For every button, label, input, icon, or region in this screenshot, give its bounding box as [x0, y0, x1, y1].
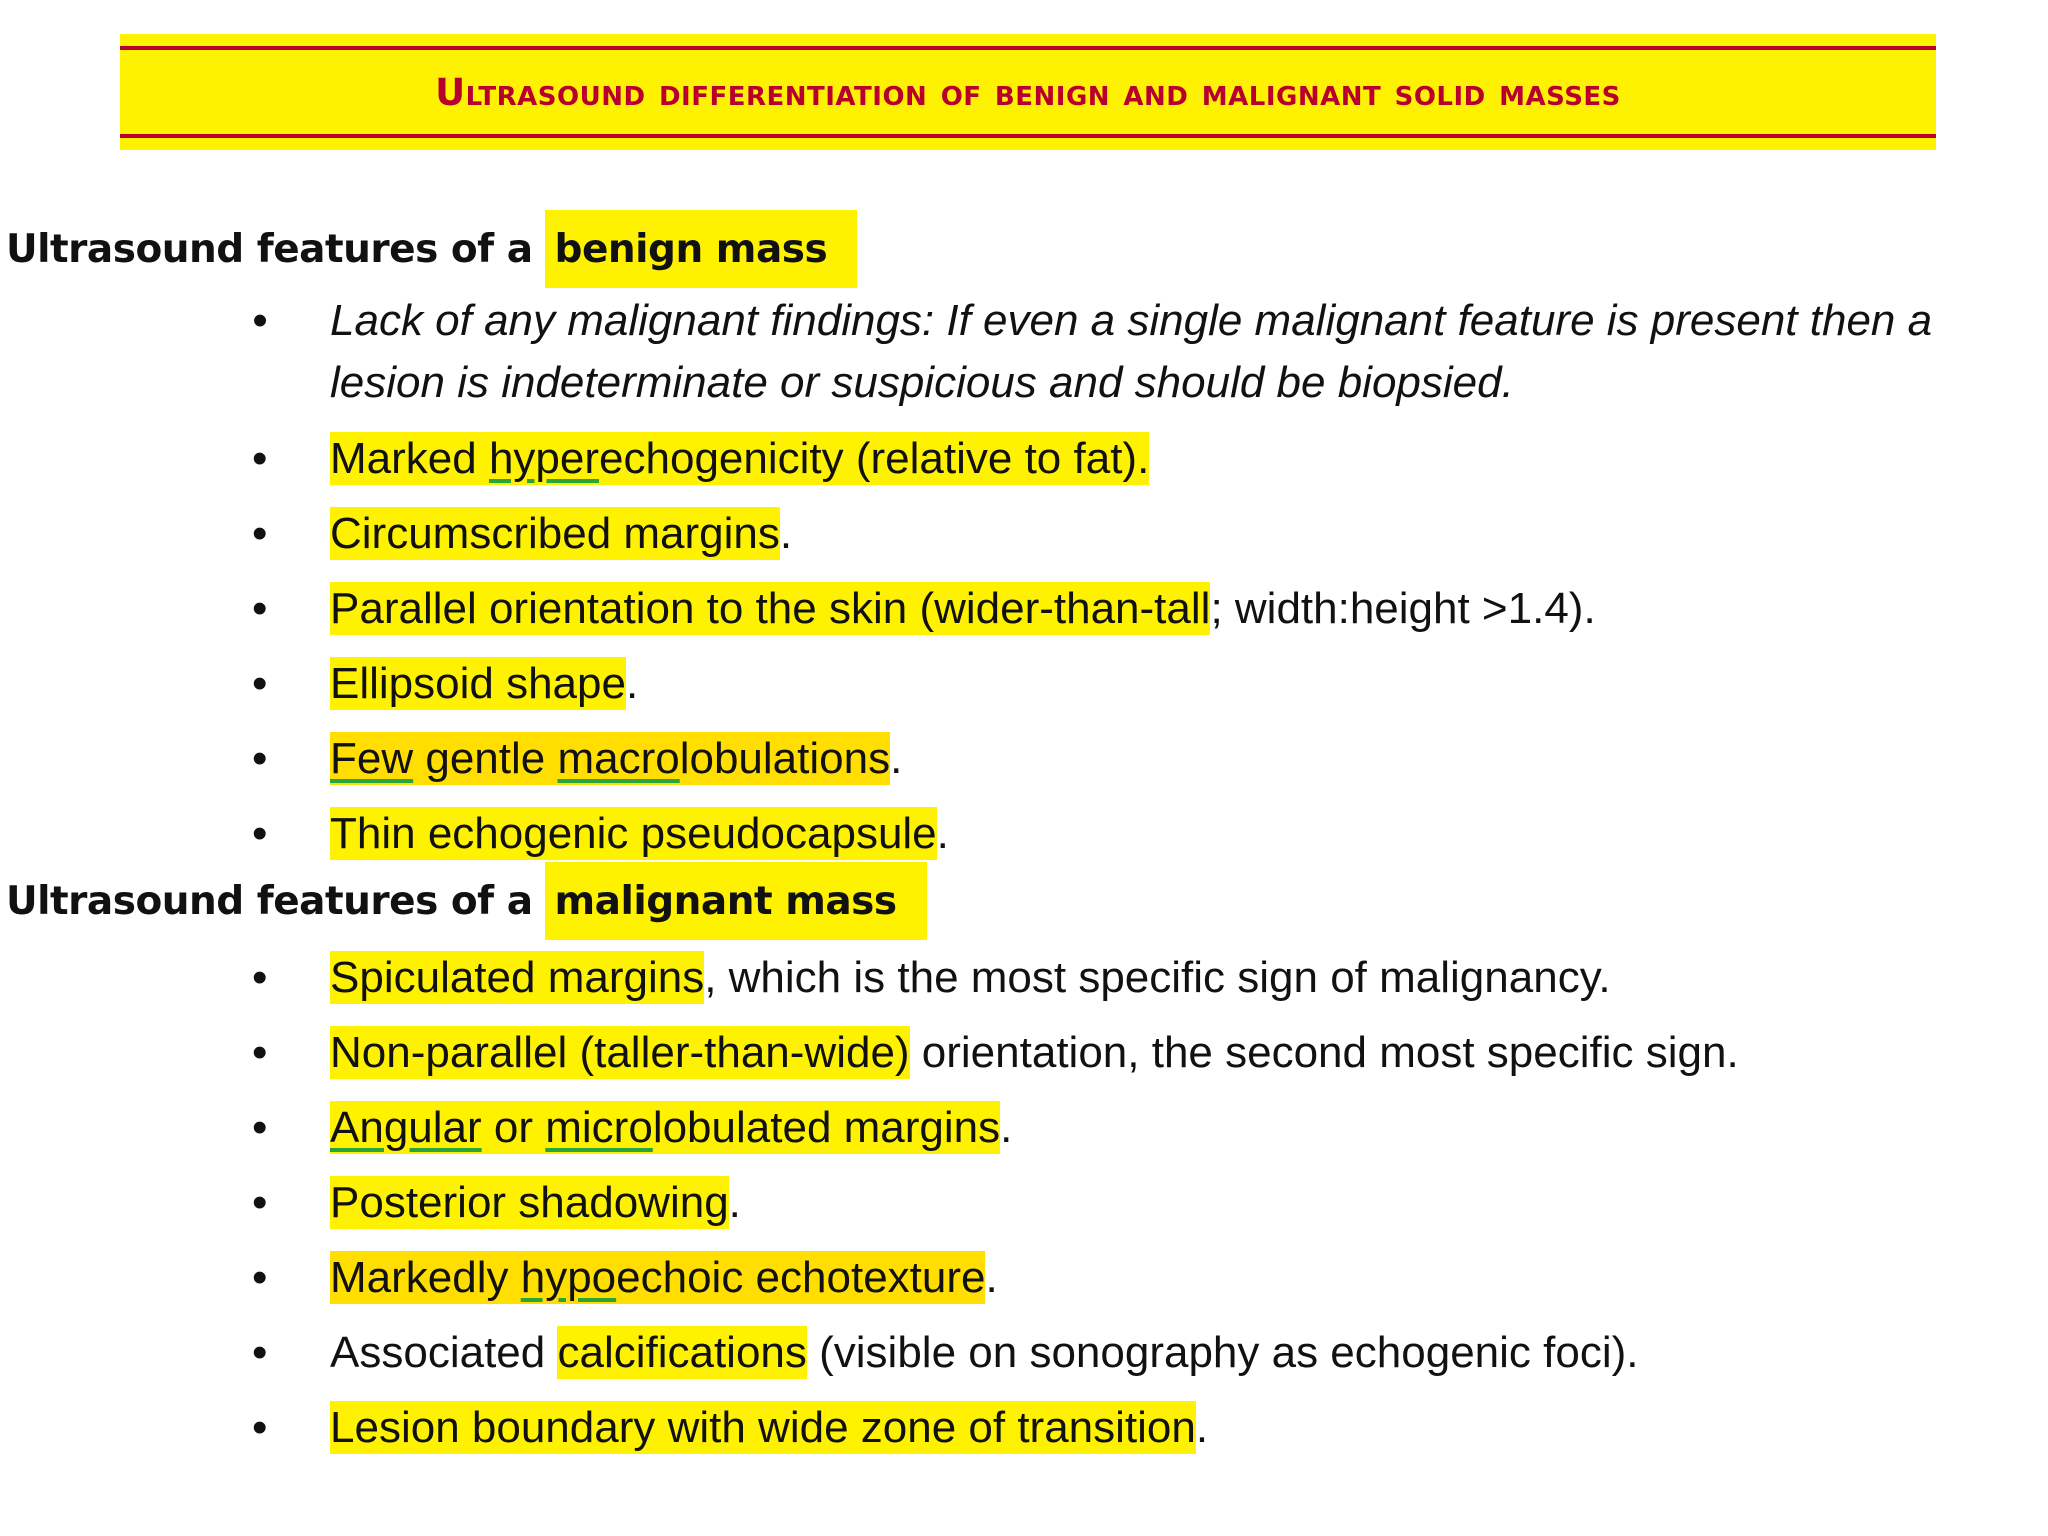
highlighted-text: [330, 1101, 1000, 1154]
bullet: •: [252, 1253, 268, 1302]
list-item: [0, 1247, 1739, 1322]
text-run: lobulated margins: [652, 1103, 1001, 1152]
underlined-term: Few: [330, 734, 414, 783]
bullet: •: [252, 584, 268, 633]
text-run: .: [1195, 1403, 1209, 1452]
list-item: [0, 1097, 1739, 1172]
bullet: •: [252, 659, 268, 708]
list-item: [0, 428, 2048, 503]
malignant-section-heading: [6, 864, 927, 938]
list-item: [0, 1022, 1739, 1097]
bullet: •: [252, 809, 268, 858]
text-run: lobulations: [679, 734, 891, 783]
underlined-term: Angular: [330, 1103, 482, 1152]
text-run: gentle: [413, 734, 558, 783]
bullet: •: [252, 1403, 268, 1452]
text-run: orientation, the second most specific sign.: [909, 1028, 1739, 1077]
title-banner: [120, 34, 1936, 150]
text-run: ; width:height >1.4).: [1210, 584, 1596, 633]
highlighted-text: [330, 732, 890, 785]
list-item: [0, 1397, 1739, 1472]
underlined-term: hypo: [520, 1253, 617, 1302]
underlined-term: hyper: [488, 434, 600, 483]
text-run: .: [985, 1253, 998, 1302]
text-run: (visible on sonography as echogenic foci).: [806, 1328, 1639, 1377]
text-run: .: [1000, 1103, 1013, 1152]
text-run: Associated: [330, 1328, 558, 1377]
highlighted-text: Thin echogenic pseudocapsule: [330, 809, 937, 858]
list-item: [0, 728, 2048, 803]
text-run: .: [625, 659, 639, 708]
bullet: •: [252, 434, 268, 483]
list-item: [0, 1322, 1739, 1397]
bullet: •: [252, 296, 268, 345]
text-run: , which is the most specific sign of malignancy.: [704, 953, 1611, 1002]
list-item: [0, 947, 1739, 1022]
bullet: •: [252, 953, 268, 1002]
text-run: echogenicity (relative to fat): [599, 434, 1138, 483]
benign-item-text: Lack of any malignant findings: If even a single malignant feature is present then a lesion is indeterminate or suspicious and should be biopsied.: [330, 296, 1933, 407]
bullet: •: [252, 509, 268, 558]
bullet: •: [252, 1028, 268, 1077]
list-item: [0, 653, 2048, 728]
page-title: Ultrasound differentiation of benign and malignant solid masses: [435, 70, 1621, 114]
text-run: .: [890, 734, 903, 783]
highlighted-text: calcifications: [557, 1328, 807, 1377]
malignant-heading-highlight: malignant mass: [545, 862, 927, 940]
text-run: or: [481, 1103, 546, 1152]
underlined-term: micro: [545, 1103, 653, 1152]
highlighted-text: Parallel orientation to the skin (wider-than-tall: [330, 584, 1211, 633]
bullet: •: [252, 1103, 268, 1152]
list-item: [0, 503, 2048, 578]
highlighted-text: Lesion boundary with wide zone of transition: [330, 1403, 1196, 1452]
highlighted-text: [330, 1251, 985, 1304]
text-run: Marked: [330, 434, 489, 483]
highlighted-text: Non-parallel (taller-than-wide): [330, 1028, 910, 1077]
benign-section-heading: [6, 212, 857, 286]
text-run: .: [1137, 434, 1150, 483]
underlined-term: macro: [557, 734, 680, 783]
benign-feature-list: [0, 290, 2048, 878]
highlighted-text: Spiculated margins: [330, 953, 705, 1002]
text-run: Markedly: [330, 1253, 521, 1302]
list-item: [0, 1172, 1739, 1247]
malignant-feature-list: [0, 947, 1739, 1472]
bullet: •: [252, 1178, 268, 1227]
text-run: .: [728, 1178, 741, 1227]
malignant-heading-lead: Ultrasound features of a: [6, 878, 533, 924]
highlighted-text: Circumscribed margins: [330, 509, 780, 558]
text-run: .: [936, 809, 949, 858]
highlighted-text: Ellipsoid shape: [330, 659, 626, 708]
highlighted-text: Posterior shadowing: [330, 1178, 729, 1227]
text-run: echoic echotexture: [616, 1253, 986, 1302]
bullet: •: [252, 734, 268, 783]
bullet: •: [252, 1328, 268, 1377]
list-item: [0, 578, 2048, 653]
benign-heading-highlight: benign mass: [545, 210, 858, 288]
benign-heading-lead: Ultrasound features of a: [6, 226, 533, 272]
list-item: [0, 290, 2048, 428]
highlighted-text: [330, 432, 1149, 485]
text-run: .: [779, 509, 793, 558]
